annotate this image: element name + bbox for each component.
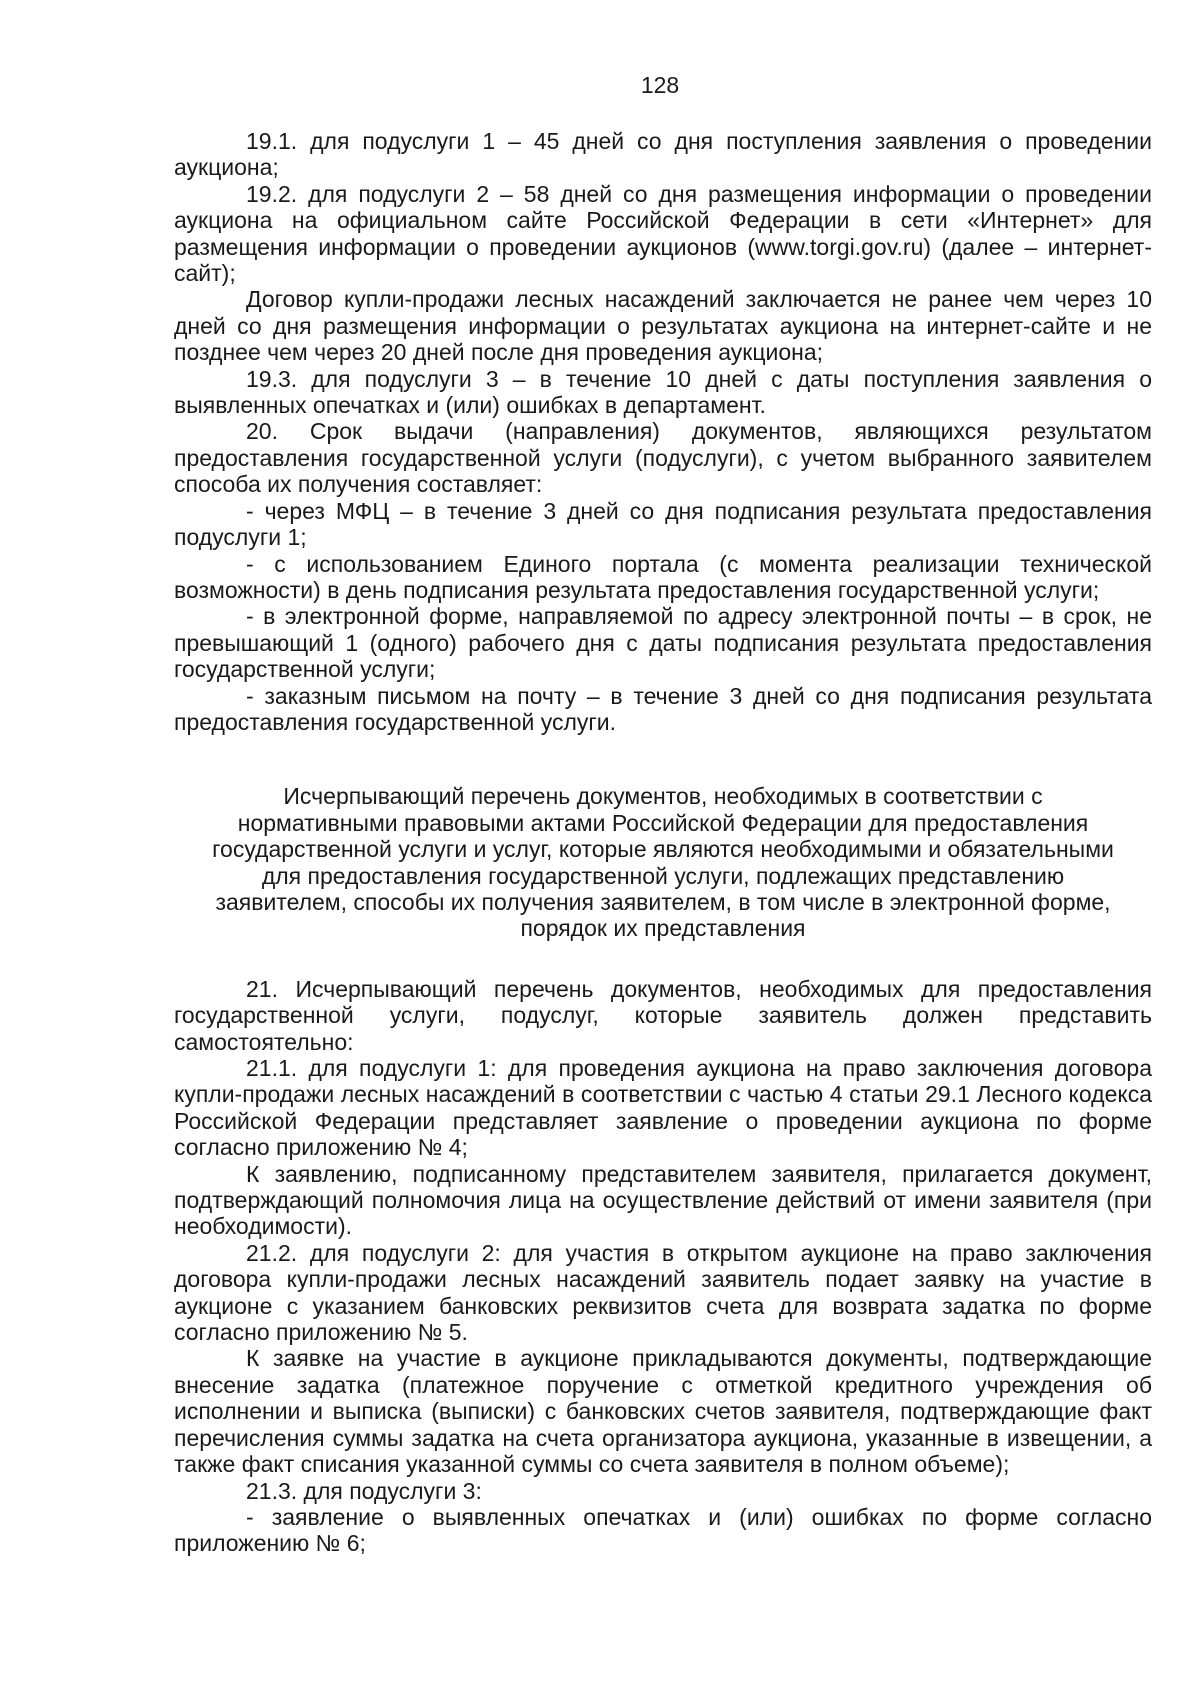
heading-line: нормативными правовыми актами Российской Федерации для предоставления — [237, 809, 1089, 836]
paragraph-19-1: 19.1. для подуслуги 1 – 45 дней со дня поступления заявления о проведении аукциона; — [174, 128, 1152, 181]
paragraph-bid-attachments: К заявке на участие в аукционе прикладываются документы, подтверждающие внесение задатка (платежное поручение с отметкой кредитного учреждения об исполнении и выписка (выписки) с банковских счетов заявителя, подтверждающие факт перечисления суммы задатка на счета организатора аукциона, указанные в извещении, а также факт списания указанной суммы со счета заявителя в полном объеме); — [174, 1345, 1152, 1478]
heading-line: порядок их представления — [520, 915, 806, 942]
heading-line: Исчерпывающий перечень документов, необходимых в соответствии с — [283, 783, 1043, 810]
paragraph-21: 21. Исчерпывающий перечень документов, необходимых для предоставления государственной услуги, подуслуг, которые заявитель должен представить самостоятельно: — [174, 975, 1152, 1055]
list-item-typo-application: - заявление о выявленных опечатках и (или) ошибках по форме согласно приложению № 6; — [174, 1503, 1152, 1557]
paragraph-19-3: 19.3. для подуслуги 3 – в течение 10 дней с даты поступления заявления о выявленных опечатках и (или) ошибках в департамент. — [174, 365, 1152, 419]
heading-line: заявителем, способы их получения заявителем, в том числе в электронной форме, — [215, 888, 1111, 915]
paragraph-20: 20. Срок выдачи (направления) документов, являющихся результатом предоставления государственной услуги (подуслуги), с учетом выбранного заявителем способа их получения составляет: — [174, 418, 1152, 498]
list-item-email: - в электронной форме, направляемой по адресу электронной почты – в срок, не превышающий 1 (одного) рабочего дня с даты подписания результата предоставления государственной услуги; — [174, 603, 1152, 683]
heading-line: для предоставления государственной услуги, подлежащих представлению — [261, 862, 1065, 889]
paragraph-19-2: 19.2. для подуслуги 2 – 58 дней со дня размещения информации о проведении аукциона на официальном сайте Российской Федерации в сети «Интернет» для размещения информации о проведении аукционов (www.torgi.gov.ru) (далее – интернет-сайт); — [174, 180, 1152, 287]
paragraph-application-attachment: К заявлению, подписанному представителем заявителя, прилагается документ, подтверждающий полномочия лица на осуществление действий от имени заявителя (при необходимости). — [174, 1160, 1152, 1240]
section-heading — [174, 783, 1152, 941]
page-number: 128 — [640, 72, 680, 98]
list-item-mfc: - через МФЦ – в течение 3 дней со дня подписания результата предоставления подуслуги 1; — [174, 497, 1152, 551]
list-item-mail: - заказным письмом на почту – в течение 3 дней со дня подписания результата предоставления государственной услуги. — [174, 682, 1152, 735]
paragraph-contract-term: Договор купли-продажи лесных насаждений заключается не ранее чем через 10 дней со дня размещения информации о результатах аукциона на интернет-сайте и не позднее чем через 20 дней после дня проведения аукциона; — [174, 286, 1152, 366]
heading-line: государственной услуги и услуг, которые являются необходимыми и обязательными — [212, 836, 1114, 863]
paragraph-21-1: 21.1. для подуслуги 1: для проведения аукциона на право заключения договора купли-продажи лесных насаждений в соответствии с частью 4 статьи 29.1 Лесного кодекса Российской Федерации представляет заявление о проведении аукциона по форме согласно приложению № 4; — [174, 1055, 1152, 1161]
paragraph-21-3: 21.3. для подуслуги 3: — [246, 1477, 482, 1504]
list-item-portal: - с использованием Единого портала (с момента реализации технической возможности) в день подписания результата предоставления государственной услуги; — [174, 550, 1152, 603]
paragraph-21-2: 21.2. для подуслуги 2: для участия в открытом аукционе на право заключения договора купли-продажи лесных насаждений заявитель подает заявку на участие в аукционе с указанием банковских реквизитов счета для возврата задатка по форме согласно приложению № 5. — [174, 1239, 1152, 1346]
document-body — [174, 128, 1152, 1557]
